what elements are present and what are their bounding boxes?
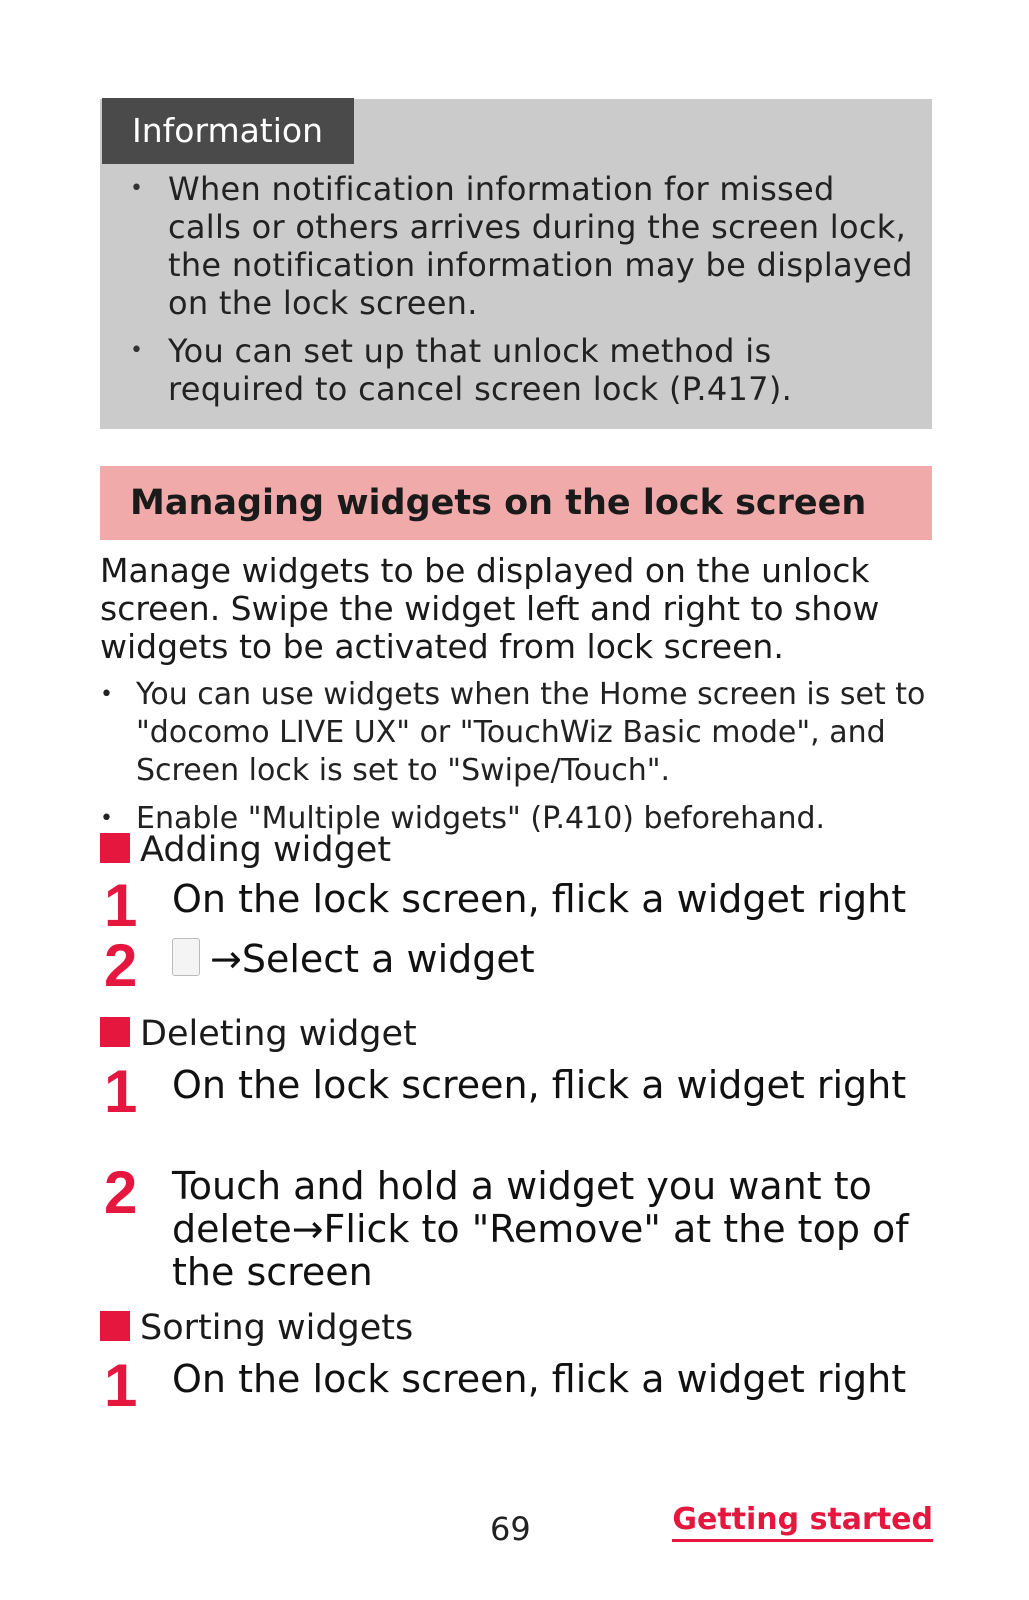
information-list	[128, 170, 918, 418]
deleting-widget-heading	[100, 1014, 417, 1054]
step-number: 1	[104, 1058, 138, 1125]
sorting-widgets-heading	[100, 1308, 413, 1348]
step-text: On the lock screen, flick a widget right	[172, 1357, 907, 1401]
note-item: • Enable "Multiple widgets" (P.410) beforehand.	[100, 800, 930, 838]
heading-marker	[100, 1311, 130, 1341]
step-number: 2	[104, 1159, 138, 1226]
step-text: On the lock screen, flick a widget right	[172, 1063, 907, 1107]
section-title: Managing widgets on the lock screen	[100, 466, 932, 540]
heading-text: Deleting widget	[140, 1014, 417, 1054]
chapter-label: Getting started	[672, 1502, 933, 1542]
information-item: • When notification information for missed calls or others arrives during the screen lock, the notification information may be displayed on the lock screen.	[128, 170, 918, 322]
information-tab: Information	[102, 98, 354, 164]
step-text: →Select a widget	[210, 937, 535, 981]
heading-marker	[100, 1017, 130, 1047]
step-number: 1	[104, 872, 138, 939]
add-widget-icon	[172, 938, 200, 976]
adding-widget-heading	[100, 830, 391, 870]
step-number: 1	[104, 1352, 138, 1419]
section-notes	[100, 676, 930, 848]
information-item: • You can set up that unlock method is required to cancel screen lock (P.417).	[128, 332, 918, 408]
step-number: 2	[104, 932, 138, 999]
heading-text: Sorting widgets	[140, 1308, 414, 1348]
step-text: On the lock screen, flick a widget right	[172, 877, 907, 921]
heading-marker	[100, 833, 130, 863]
step-text: Touch and hold a widget you want to delete→Flick to "Remove" at the top of the screen	[172, 1164, 909, 1294]
page-number: 69	[490, 1510, 531, 1548]
note-item: • You can use widgets when the Home screen is set to "docomo LIVE UX" or "TouchWiz Basic mode", and Screen lock is set to "Swipe/Touch".	[100, 676, 930, 790]
heading-text: Adding widget	[140, 830, 392, 870]
section-intro: Manage widgets to be displayed on the unlock screen. Swipe the widget left and right to show widgets to be activated from lock screen.	[100, 551, 880, 666]
